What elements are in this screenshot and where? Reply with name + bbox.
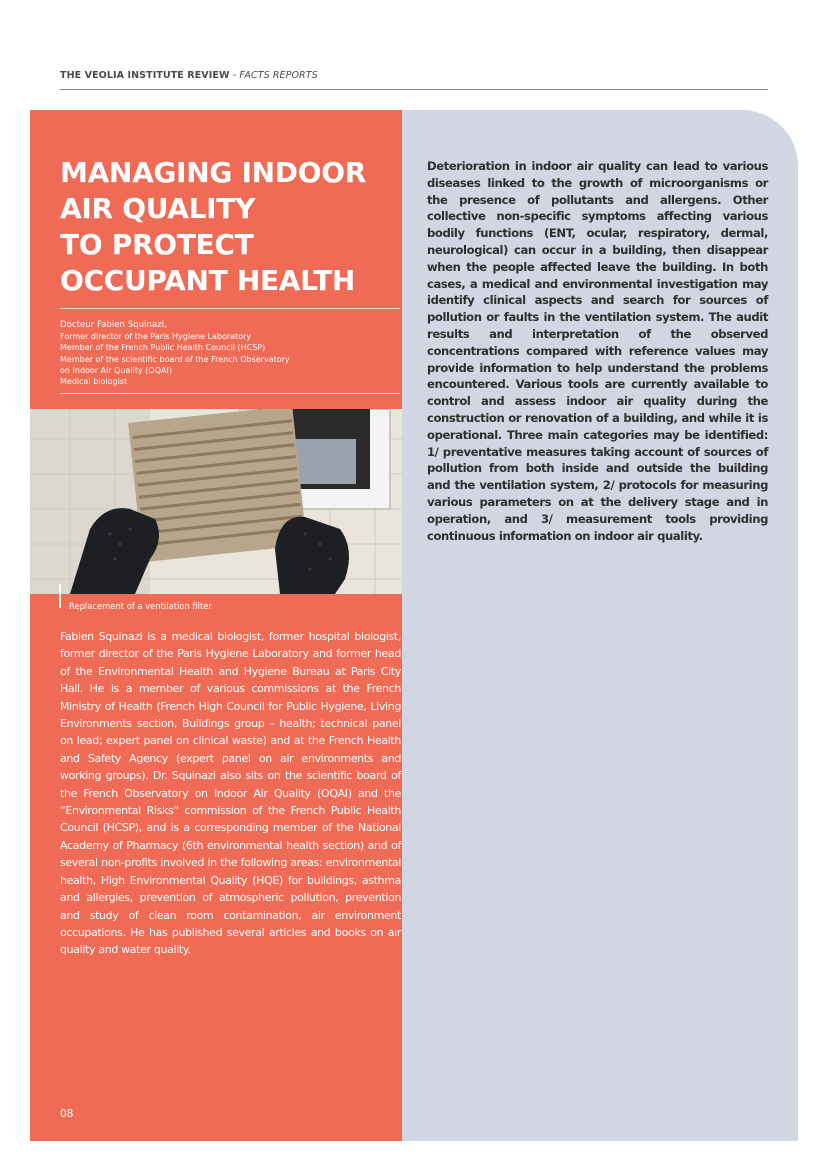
ventilation-filter-photo (30, 409, 402, 594)
author-block (60, 320, 380, 387)
publication-name: THE VEOLIA INSTITUTE REVIEW (60, 70, 230, 81)
title-line: TO PROTECT (60, 228, 254, 261)
author-divider (60, 393, 400, 394)
title-divider (60, 308, 400, 309)
caption-marker (59, 584, 61, 608)
article-title (60, 155, 390, 299)
author-affiliation: Member of the French Public Health Council (HCSP) (60, 343, 266, 353)
photo-caption: Replacement of a ventilation filter (69, 601, 212, 611)
author-name: Docteur Fabien Squinazi, (60, 320, 167, 330)
title-line: OCCUPANT HEALTH (60, 264, 356, 297)
page-number: 08 (60, 1108, 74, 1120)
article-intro: Deterioration in indoor air quality can lead to various diseases linked to the growth of microorganisms or the presence of pollutants and allergens. Other collective non-specific symptoms affecting various bodily functions (ENT, ocular, respiratory, dermal, neurological) can occur in a building, then disappear when the people affected leave the building. In both cases, a medical and environmental investigation may identify clinical aspects and search for sources of pollution or faults in the ventilation system. The audit results and interpretation of the observed concentrations compared with reference values may provide information to help understand the problems encountered. Various tools are currently available to control and assess indoor air quality during the construction or renovation of a building, and while it is operational. Three main categories may be identified: 1/ preventative measures taking account of sources of pollution from both inside and outside the building and the ventilation system, 2/ protocols for measuring various parameters on at the delivery stage and in operation, and 3/ measurement tools providing continuous information on indoor air quality. (427, 159, 768, 543)
author-affiliation: Member of the scientific board of the French Observatory (60, 354, 290, 364)
author-affiliation: Former director of the Paris Hygiene Laboratory (60, 332, 252, 342)
author-affiliation: Medical biologist (60, 377, 128, 387)
running-header (60, 70, 318, 81)
header-separator: - (229, 70, 240, 81)
section-name: FACTS REPORTS (239, 70, 318, 81)
header-divider (60, 89, 768, 90)
title-line: AIR QUALITY (60, 192, 256, 225)
author-bio: Fabien Squinazi is a medical biologist, former hospital biologist, former director of the Paris Hygiene Laboratory and former head of the Environmental Health and Hygiene Bureau at Paris City Hall. He is a member of various commissions at the French Ministry of Health (French High Council for Public Hygiene, Living Environments section, Buildings group – health; technical panel on lead; expert panel on clinical waste) and at the French Health and Safety Agency (expert panel on air environments and working groups). Dr. Squinazi also sits on the scientific board of the French Observatory on Indoor Air Quality (OQAI) and the “Environmental Risks” commission of the French Public Health Council (HCSP), and is a corresponding member of the National Academy of Pharmacy (6th environmental health section) and of several non-profits involved in the following areas: environmental health, High Environmental Quality (HQE) for buildings, asthma and allergies, prevention of atmospheric pollution, prevention and study of clean room contamination, air environment occupations. He has published several articles and books on air quality and water quality. (60, 630, 401, 957)
title-line: MANAGING INDOOR (60, 156, 366, 189)
author-affiliation: on Indoor Air Quality (OQAI) (60, 365, 172, 375)
right-column (402, 110, 798, 1141)
left-column (30, 110, 402, 1141)
